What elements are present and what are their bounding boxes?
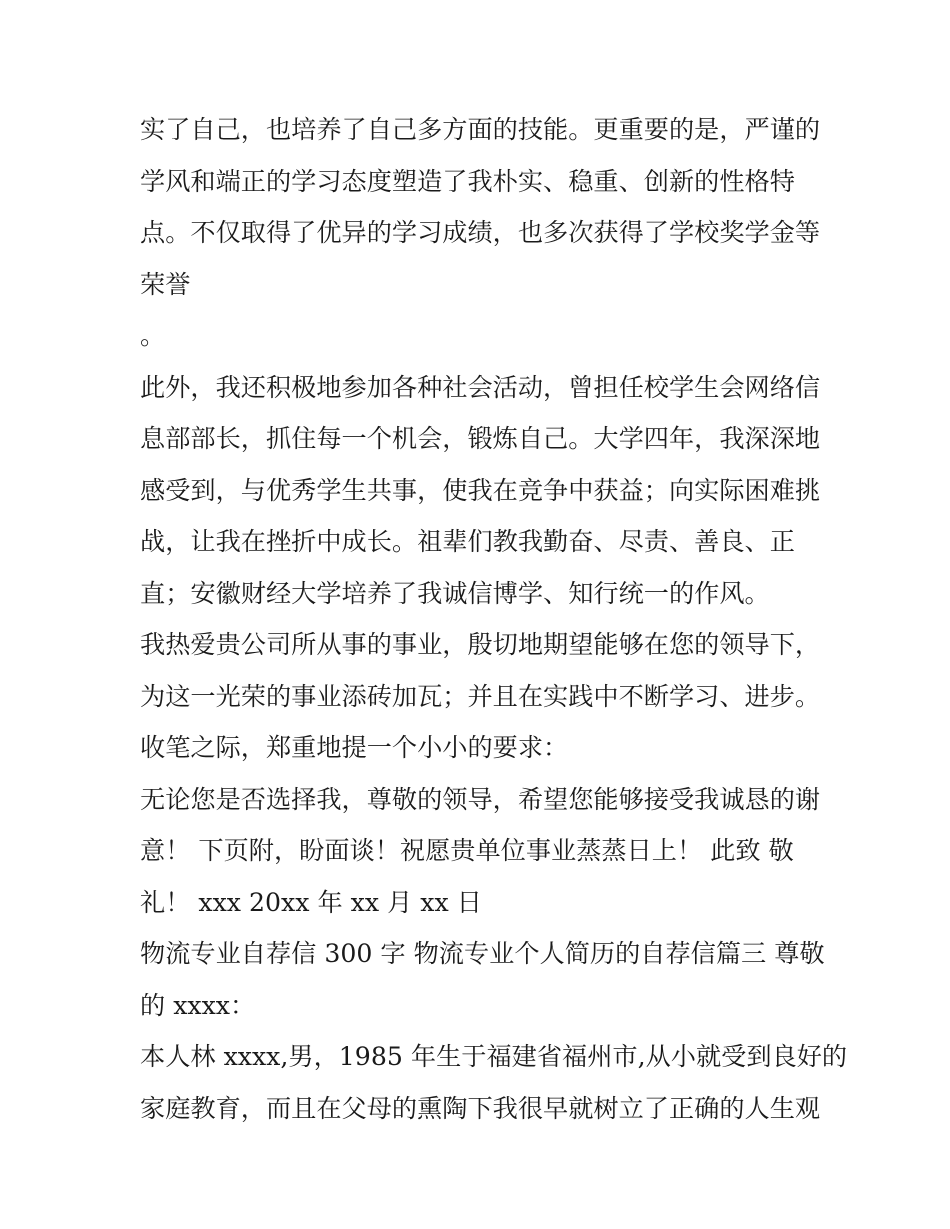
text-line: 。 — [140, 321, 166, 350]
text-line: 感受到，与优秀学生共事，使我在竞争中获益；向实际困难挑 — [140, 475, 821, 505]
text-line: 我热爱贵公司所从事的事业，殷切地期望能够在您的领导下， — [140, 630, 821, 659]
text-line: 战，让我在挫折中成长。祖辈们教我勤奋、尽责、善良、正 — [140, 527, 795, 556]
text-line: 收笔之际，郑重地提一个小小的要求： — [140, 733, 569, 762]
text-line: 此外，我还积极地参加各种社会活动，曾担任校学生会网络信 — [140, 372, 821, 402]
document-body — [140, 104, 848, 1134]
text-line: 的 xxxx： — [140, 990, 256, 1020]
text-line: 为这一光荣的事业添砖加瓦；并且在实践中不断学习、进步。 — [140, 681, 821, 711]
text-line: 直；安徽财经大学培养了我诚信博学、知行统一的作风。 — [140, 578, 770, 608]
text-line: 物流专业自荐信 300 字 物流专业个人简历的自荐信篇三 尊敬 — [140, 939, 825, 968]
text-line: 本人林 xxxx,男，1985 年生于福建省福州市,从小就受到良好的 — [140, 1042, 848, 1071]
text-line: 意！ 下页附，盼面谈！祝愿贵单位事业蒸蒸日上！ 此致 敬 — [140, 836, 794, 865]
text-line: 息部部长，抓住每一个机会，锻炼自己。大学四年，我深深地 — [140, 424, 821, 453]
text-line: 家庭教育，而且在父母的熏陶下我很早就树立了正确的人生观 — [140, 1093, 821, 1123]
text-line: 荣誉 — [140, 269, 191, 299]
text-line: 礼！ xxx 20xx 年 xx 月 xx 日 — [140, 887, 482, 917]
text-line: 学风和端正的学习态度塑造了我朴实、稳重、创新的性格特 — [140, 166, 795, 196]
text-line: 实了自己，也培养了自己多方面的技能。更重要的是，严谨的 — [140, 115, 821, 144]
text-line: 点。不仅取得了优异的学习成绩，也多次获得了学校奖学金等 — [140, 218, 821, 247]
text-line: 无论您是否选择我，尊敬的领导，希望您能够接受我诚恳的谢 — [140, 784, 821, 814]
